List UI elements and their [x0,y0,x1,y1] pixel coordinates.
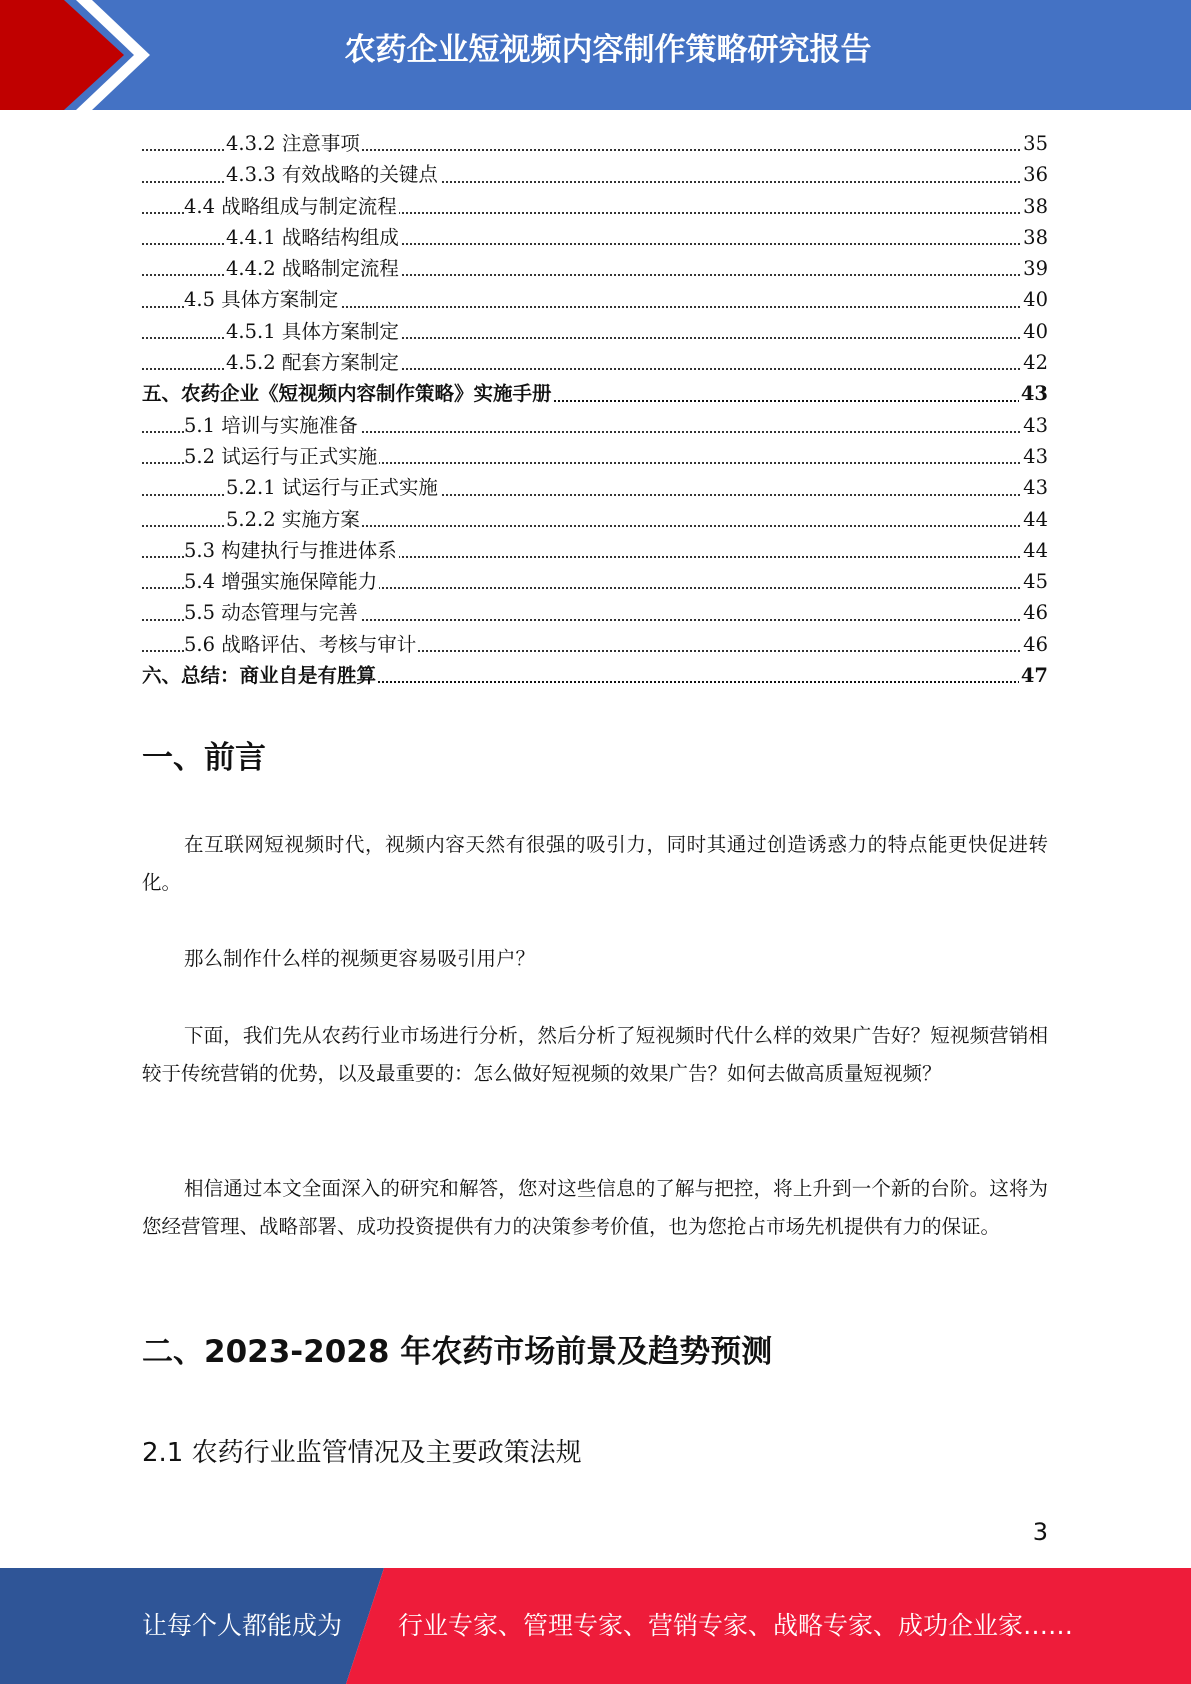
toc-entry-label: 5.1 培训与实施准备 [184,413,358,437]
toc-entry-label: 5.4 增强实施保障能力 [184,570,378,594]
toc-entry[interactable] [142,191,1048,222]
toc-entry[interactable] [142,128,1048,159]
toc-entry[interactable] [142,504,1048,535]
toc-entry-page: 47 [1019,660,1048,691]
toc-entry-page: 44 [1021,535,1048,566]
toc-entry-label: 4.4.2 战略制定流程 [226,257,399,281]
toc-entry[interactable] [142,629,1048,660]
toc-entry-label: 4.5.1 具体方案制定 [226,319,399,343]
section-heading-market-outlook: 二、2023-2028 年农药市场前景及趋势预测 [142,1334,773,1370]
toc-entry-page: 38 [1021,222,1048,253]
report-title: 农药企业短视频内容制作策略研究报告 [344,32,872,68]
toc-entry[interactable] [142,347,1048,378]
toc-entry-page: 43 [1021,410,1048,441]
footer-slogan-right: 行业专家、管理专家、营销专家、战略专家、成功企业家…… [398,1611,1074,1640]
preface-paragraph-2: 那么制作什么样的视频更容易吸引用户？ [184,947,536,970]
toc-entry-label: 5.2.2 实施方案 [226,507,360,531]
preface-paragraph-1: 在互联网短视频时代，视频内容天然有很强的吸引力，同时其通过创造诱惑力的特点能更快促进转化。 [142,833,1048,894]
toc-entry-page: 35 [1021,128,1048,159]
toc-entry-label: 5.5 动态管理与完善 [184,601,358,625]
toc-entry-page: 46 [1021,629,1048,660]
toc-entry-label: 4.4 战略组成与制定流程 [184,194,397,218]
toc-entry[interactable] [142,159,1048,190]
toc-entry-page: 39 [1021,253,1048,284]
footer-slogan-left: 让每个人都能成为 [142,1611,343,1640]
page-header [0,0,1191,110]
page-number: 3 [1032,1518,1048,1546]
toc-entry-label: 5.6 战略评估、考核与审计 [184,632,417,656]
toc-entry-page: 44 [1021,504,1048,535]
toc-entry-page: 43 [1019,378,1048,409]
toc-entry-label: 5.3 构建执行与推进体系 [184,538,397,562]
toc-entry-label: 六、总结：商业自是有胜算 [142,664,377,688]
table-of-contents [142,128,1048,691]
toc-entry[interactable] [142,316,1048,347]
toc-entry-label: 5.2.1 试运行与正式实施 [226,476,438,500]
toc-entry-page: 40 [1021,284,1048,315]
toc-entry[interactable] [142,597,1048,628]
toc-entry[interactable] [142,566,1048,597]
subsection-heading-regulation: 2.1 农药行业监管情况及主要政策法规 [142,1438,582,1468]
toc-entry-label: 4.5.2 配套方案制定 [226,351,399,375]
toc-entry-page: 46 [1021,597,1048,628]
toc-entry-label: 4.5 具体方案制定 [184,288,339,312]
toc-entry[interactable] [142,441,1048,472]
toc-entry-page: 36 [1021,159,1048,190]
toc-entry-label: 4.3.3 有效战略的关键点 [226,163,438,187]
toc-entry-label: 五、农药企业《短视频内容制作策略》实施手册 [142,382,552,406]
toc-entry-page: 43 [1021,472,1048,503]
toc-entry[interactable] [142,410,1048,441]
toc-entry[interactable] [142,472,1048,503]
section-heading-preface: 一、前言 [142,740,266,776]
page-footer [0,1568,1191,1684]
preface-paragraph-3: 下面，我们先从农药行业市场进行分析，然后分析了短视频时代什么样的效果广告好？短视频营销相较于传统营销的优势，以及最重要的：怎么做好短视频的效果广告？如何去做高质量短视频？ [142,1024,1048,1085]
toc-entry[interactable] [142,222,1048,253]
toc-entry-label: 5.2 试运行与正式实施 [184,444,378,468]
toc-entry[interactable] [142,535,1048,566]
toc-entry-label: 4.4.1 战略结构组成 [226,225,399,249]
toc-entry-page: 45 [1021,566,1048,597]
toc-entry-page: 43 [1021,441,1048,472]
toc-entry[interactable] [142,660,1048,691]
preface-paragraph-4: 相信通过本文全面深入的研究和解答，您对这些信息的了解与把控，将上升到一个新的台阶。这将为您经营管理、战略部署、成功投资提供有力的决策参考价值，也为您抢占市场先机提供有力的保证。 [142,1177,1048,1238]
toc-entry-page: 40 [1021,316,1048,347]
toc-entry-page: 42 [1021,347,1048,378]
toc-entry[interactable] [142,253,1048,284]
toc-entry[interactable] [142,378,1048,409]
toc-entry-page: 38 [1021,191,1048,222]
toc-entry[interactable] [142,284,1048,315]
toc-entry-label: 4.3.2 注意事项 [226,132,360,155]
